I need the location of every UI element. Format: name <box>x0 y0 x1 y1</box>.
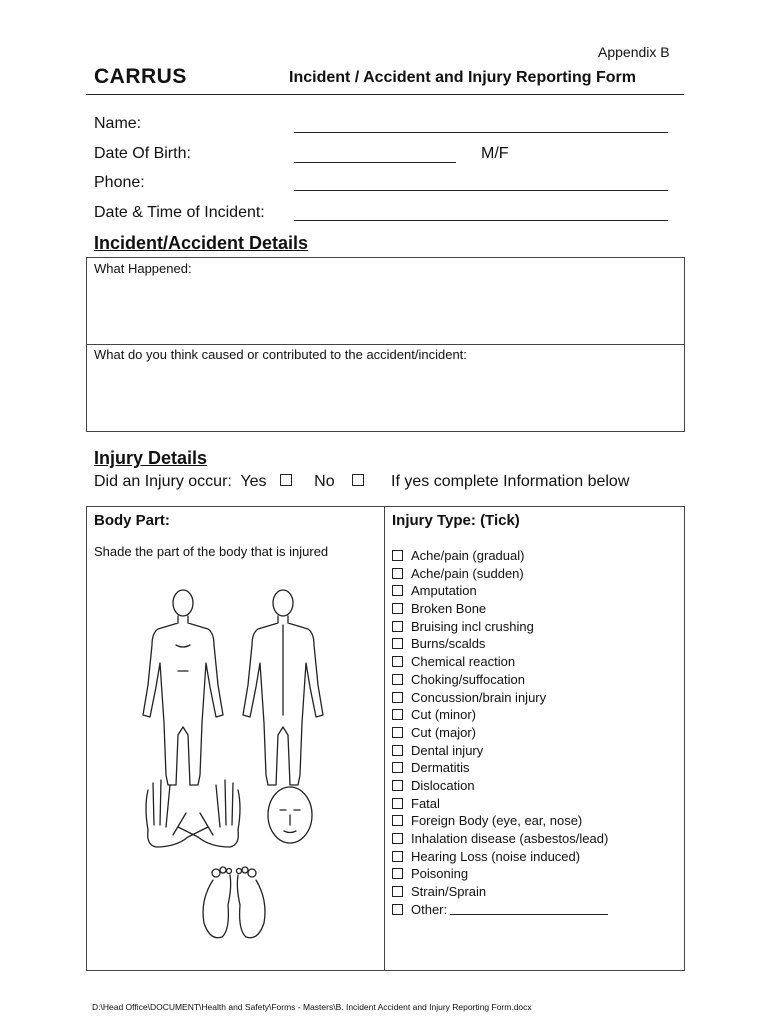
phone-field[interactable] <box>294 190 668 191</box>
hands-diagram <box>146 780 240 847</box>
name-label: Name: <box>94 115 142 132</box>
injury-type-item[interactable] <box>392 830 608 848</box>
yes-checkbox[interactable] <box>280 474 292 486</box>
what-happened-area[interactable] <box>88 278 683 340</box>
sex-label[interactable]: M/F <box>481 145 509 162</box>
injury-type-item[interactable] <box>392 706 608 724</box>
cause-label: What do you think caused or contributed to the accident/incident: <box>94 347 467 362</box>
incident-divider <box>87 344 684 345</box>
injury-type-item[interactable] <box>392 848 608 866</box>
injury-type-checkbox[interactable] <box>392 603 403 614</box>
cause-area[interactable] <box>88 364 683 428</box>
injury-type-label: Ache/pain (gradual) <box>411 548 525 563</box>
injury-type-label: Broken Bone <box>411 601 487 617</box>
injury-type-item[interactable] <box>392 547 608 565</box>
injury-type-label: Dermatitis <box>411 760 470 776</box>
footer-file-path: D:\Head Office\DOCUMENT\Health and Safety\Forms - Masters\B. Incident Accident and Injury Reporting Form.docx <box>92 1002 532 1012</box>
body-part-heading: Body Part: <box>94 512 170 529</box>
injury-type-checkbox[interactable] <box>392 851 403 862</box>
body-back-figure <box>243 590 323 785</box>
body-diagram[interactable] <box>118 575 348 945</box>
injury-type-checkbox[interactable] <box>392 692 403 703</box>
injury-type-checkbox[interactable] <box>392 886 403 897</box>
injury-type-item[interactable] <box>392 653 608 671</box>
injury-question: Did an Injury occur: <box>94 473 232 490</box>
injury-type-checkbox[interactable] <box>392 621 403 632</box>
injury-type-checkbox[interactable] <box>392 585 403 596</box>
injury-type-checkbox[interactable] <box>392 674 403 685</box>
injury-type-label: Amputation <box>411 583 477 599</box>
injury-type-item[interactable] <box>392 565 608 583</box>
injury-type-item[interactable] <box>392 618 608 636</box>
injury-type-item[interactable] <box>392 724 608 742</box>
injury-type-item[interactable] <box>392 671 608 689</box>
incident-heading: Incident/Accident Details <box>94 233 309 253</box>
header-divider <box>86 94 684 95</box>
appendix-label: Appendix B <box>598 44 670 60</box>
injury-type-label: Choking/suffocation <box>411 671 525 687</box>
injury-type-checkbox[interactable] <box>392 904 403 915</box>
injury-type-label: Dislocation <box>411 777 475 793</box>
injury-type-checkbox[interactable] <box>392 727 403 738</box>
injury-type-label: Foreign Body (eye, ear, nose) <box>411 813 583 829</box>
injury-type-checkbox[interactable] <box>392 638 403 649</box>
injury-type-item[interactable] <box>392 777 608 795</box>
injury-table-divider <box>384 507 385 970</box>
injury-type-label: Dental injury <box>411 742 484 758</box>
injury-type-item[interactable] <box>392 742 608 760</box>
datetime-label: Date & Time of Incident: <box>94 204 265 221</box>
injury-type-checkbox[interactable] <box>392 868 403 879</box>
injury-type-label: Inhalation disease (asbestos/lead) <box>411 831 609 846</box>
injury-instruction: If yes complete Information below <box>391 473 630 490</box>
incident-box <box>86 257 685 432</box>
injury-type-checkbox[interactable] <box>392 550 403 561</box>
injury-type-item[interactable] <box>392 812 608 830</box>
injury-heading: Injury Details <box>94 448 208 468</box>
injury-type-list <box>392 547 608 918</box>
injury-type-label: Fatal <box>411 795 440 811</box>
injury-type-checkbox[interactable] <box>392 798 403 809</box>
injury-type-item[interactable] <box>392 600 608 618</box>
injury-type-heading: Injury Type: (Tick) <box>392 512 520 529</box>
form-title: Incident / Accident and Injury Reporting Form <box>289 69 636 86</box>
yes-label: Yes <box>240 473 267 490</box>
injury-type-item[interactable] <box>392 865 608 883</box>
body-front-figure <box>143 590 223 785</box>
injury-type-label: Cut (minor) <box>411 707 477 723</box>
injury-type-item[interactable] <box>392 795 608 813</box>
datetime-field[interactable] <box>294 220 668 221</box>
injury-type-label: Concussion/brain injury <box>411 689 547 705</box>
dob-label: Date Of Birth: <box>94 145 191 162</box>
injury-type-checkbox[interactable] <box>392 780 403 791</box>
injury-type-checkbox[interactable] <box>392 568 403 579</box>
no-label: No <box>314 473 335 490</box>
injury-type-checkbox[interactable] <box>392 656 403 667</box>
injury-type-checkbox[interactable] <box>392 709 403 720</box>
phone-label: Phone: <box>94 174 145 191</box>
body-part-note: Shade the part of the body that is injured <box>94 544 329 559</box>
other-label: Other: <box>411 901 448 917</box>
injury-type-checkbox[interactable] <box>392 745 403 756</box>
feet-diagram <box>203 867 265 938</box>
injury-type-label: Bruising incl crushing <box>411 618 534 634</box>
no-checkbox[interactable] <box>352 474 364 486</box>
head-diagram <box>268 787 312 843</box>
injury-type-label: Ache/pain (sudden) <box>411 565 524 581</box>
injury-type-checkbox[interactable] <box>392 833 403 844</box>
injury-type-checkbox[interactable] <box>392 815 403 826</box>
injury-type-other[interactable] <box>392 901 608 919</box>
injury-type-checkbox[interactable] <box>392 762 403 773</box>
injury-type-item[interactable] <box>392 883 608 901</box>
injury-type-label: Hearing Loss (noise induced) <box>411 848 581 864</box>
company-name: CARRUS <box>94 65 187 88</box>
injury-type-label: Burns/scalds <box>411 636 486 652</box>
injury-type-label: Poisoning <box>411 866 469 882</box>
injury-type-label: Strain/Sprain <box>411 884 487 900</box>
name-field[interactable] <box>294 132 668 133</box>
injury-type-label: Chemical reaction <box>411 654 516 670</box>
injury-question-row <box>94 473 629 491</box>
other-input[interactable] <box>450 902 608 915</box>
what-happened-label: What Happened: <box>94 261 192 276</box>
injury-type-item[interactable] <box>392 635 608 653</box>
dob-field[interactable] <box>294 162 456 163</box>
injury-type-label: Cut (major) <box>411 724 477 740</box>
injury-type-item[interactable] <box>392 582 608 600</box>
injury-type-item[interactable] <box>392 689 608 707</box>
injury-type-item[interactable] <box>392 759 608 777</box>
